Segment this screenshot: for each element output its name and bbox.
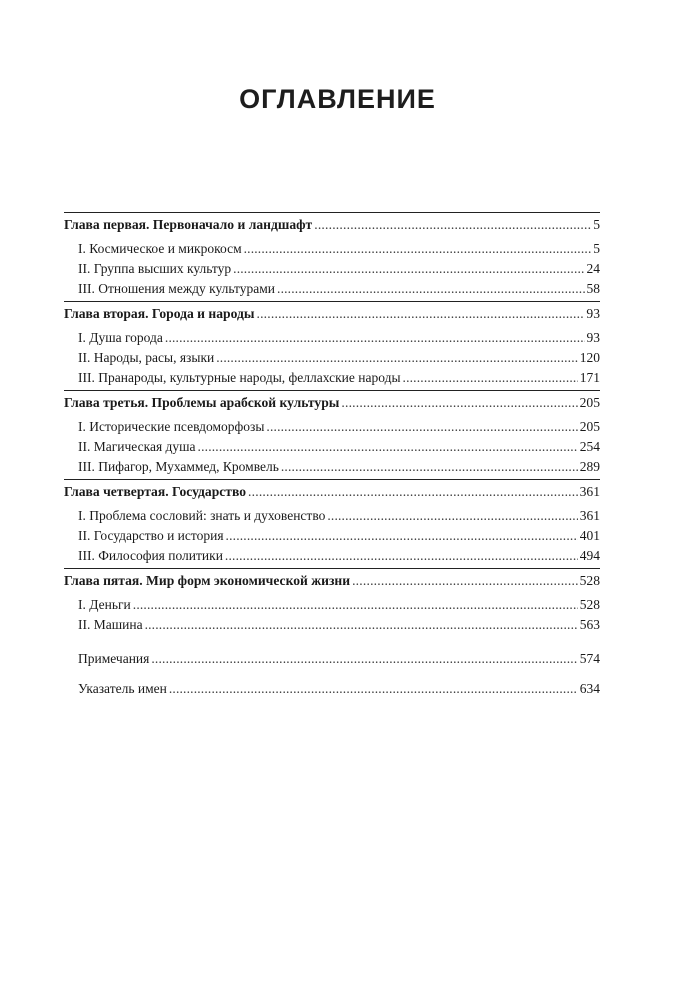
section-entry[interactable] [64,615,600,635]
dot-leader [145,615,578,635]
page-number: 120 [579,350,600,365]
page-number: 361 [579,508,600,523]
dot-leader [248,482,578,502]
page-number: 205 [579,395,600,410]
page-number: 361 [579,484,600,499]
section-title: II. Народы, расы, языки [78,350,215,365]
dot-leader [165,328,585,348]
section-title: II. Государство и история [78,528,224,543]
chapter-3 [64,390,600,479]
page-number: 24 [586,261,600,276]
chapter-5 [64,568,600,637]
section-entry[interactable] [64,417,600,437]
section-title: III. Пранароды, культурные народы, феллахские народы [78,370,401,385]
table-of-contents [64,212,600,699]
section-title: I. Исторические псевдоморфозы [78,419,265,434]
chapter-heading[interactable] [64,571,600,591]
page-number: 401 [579,528,600,543]
page-number: 171 [579,370,600,385]
section-entry[interactable] [64,348,600,368]
chapter-heading[interactable] [64,393,600,413]
dot-leader [244,239,592,259]
page-number: 528 [579,573,600,588]
section-title: III. Пифагор, Мухаммед, Кромвель [78,459,279,474]
section-title: I. Деньги [78,597,131,612]
index-entry[interactable] [64,679,600,699]
section-entry[interactable] [64,279,600,299]
chapter-title: Глава вторая. Города и народы [64,306,255,321]
entry-title: Указатель имен [78,681,167,696]
dot-leader [151,649,577,669]
dot-leader [314,215,591,235]
chapter-heading[interactable] [64,482,600,502]
page-number: 289 [579,459,600,474]
dot-leader [281,457,578,477]
section-entry[interactable] [64,526,600,546]
page-number: 574 [579,651,600,666]
dot-leader [233,259,584,279]
section-entry[interactable] [64,506,600,526]
dot-leader [341,393,577,413]
section-entry[interactable] [64,546,600,566]
dot-leader [403,368,578,388]
page-number: 528 [579,597,600,612]
section-title: III. Философия политики [78,548,223,563]
notes-entry[interactable] [64,649,600,669]
section-entry[interactable] [64,239,600,259]
section-title: I. Космическое и микрокосм [78,241,242,256]
page-number: 254 [579,439,600,454]
chapter-title: Глава пятая. Мир форм экономической жизни [64,573,351,588]
page-number: 58 [586,281,600,296]
dot-leader [256,304,584,324]
dot-leader [216,348,578,368]
dot-leader [327,506,577,526]
page-number: 5 [593,241,600,256]
chapter-title: Глава третья. Проблемы арабской культуры [64,395,340,410]
page-number: 563 [579,617,600,632]
section-title: II. Группа высших культур [78,261,232,276]
chapter-4 [64,479,600,568]
dot-leader [133,595,578,615]
section-entry[interactable] [64,595,600,615]
page-number: 205 [579,419,600,434]
dot-leader [226,526,578,546]
dot-leader [225,546,578,566]
chapter-title: Глава четвертая. Государство [64,484,247,499]
chapter-2 [64,301,600,390]
dot-leader [266,417,577,437]
section-entry[interactable] [64,328,600,348]
section-title: I. Проблема сословий: знать и духовенство [78,508,326,523]
page-number: 93 [586,330,600,345]
entry-title: Примечания [78,651,150,666]
page-number: 634 [579,681,600,696]
page-number: 494 [579,548,600,563]
section-entry[interactable] [64,457,600,477]
back-matter [64,649,600,699]
section-title: II. Машина [78,617,143,632]
section-title: II. Магическая душа [78,439,196,454]
section-entry[interactable] [64,259,600,279]
page-title: ОГЛАВЛЕНИЕ [239,84,436,114]
section-entry[interactable] [64,437,600,457]
dot-leader [352,571,578,591]
section-entry[interactable] [64,368,600,388]
dot-leader [277,279,584,299]
dot-leader [198,437,578,457]
chapter-1 [64,212,600,301]
page-number: 93 [586,306,600,321]
section-title: I. Душа города [78,330,163,345]
page-number: 5 [593,217,600,232]
chapter-heading[interactable] [64,215,600,235]
section-title: III. Отношения между культурами [78,281,276,296]
dot-leader [169,679,578,699]
chapter-heading[interactable] [64,304,600,324]
chapter-title: Глава первая. Первоначало и ландшафт [64,217,313,232]
